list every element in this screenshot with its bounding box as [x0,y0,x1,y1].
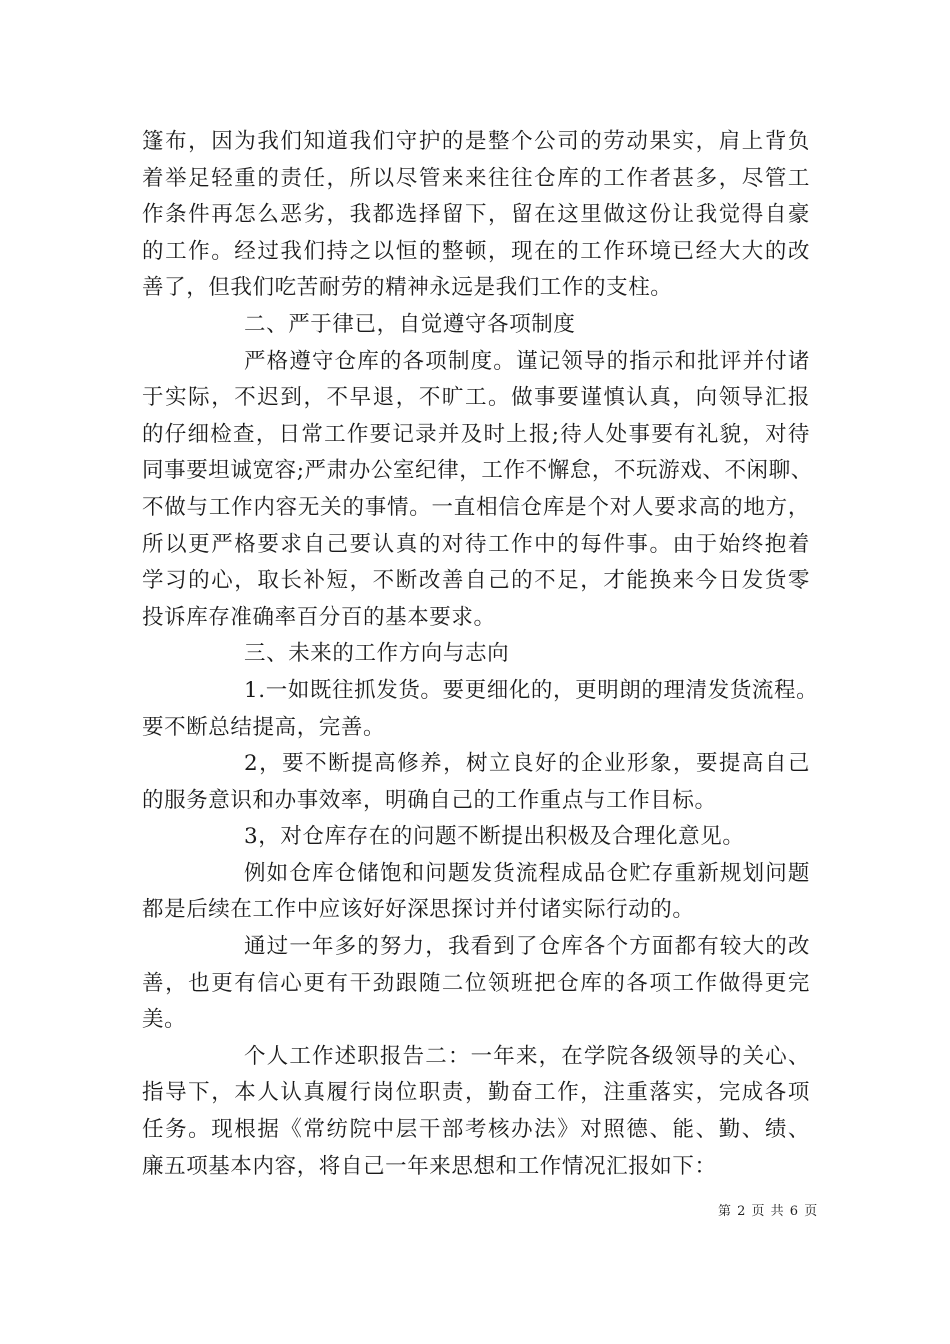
text-line: 作条件再怎么恶劣，我都选择留下，留在这里做这份让我觉得自豪 [142,202,810,228]
text-line: 的仔细检查，日常工作要记录并及时上报;待人处事要有礼貌，对待 [142,421,810,447]
text-line: 2，要不断提高修养，树立良好的企业形象，要提高自己 [244,751,810,777]
text-line: 二、严于律已，自觉遵守各项制度 [244,311,576,337]
text-line: 所以更严格要求自己要认真的对待工作中的每件事。由于始终抱着 [142,531,810,557]
document-body [142,124,819,1185]
text-line: 学习的心，取长补短，不断改善自己的不足，才能换来今日发货零 [142,568,810,594]
text-line: 三、未来的工作方向与志向 [244,641,510,667]
text-line: 不做与工作内容无关的事情。一直相信仓库是个对人要求高的地方， [142,494,810,520]
text-line: 善，也更有信心更有干劲跟随二位领班把仓库的各项工作做得更完 [142,970,810,996]
text-line: 任务。现根据《常纺院中层干部考核办法》对照德、能、勤、绩、 [142,1117,810,1143]
text-line: 美。 [142,1007,187,1033]
text-line: 1.一如既往抓发货。要更细化的，更明朗的理清发货流程。 [244,677,819,703]
text-line: 善了，但我们吃苦耐劳的精神永远是我们工作的支柱。 [142,275,673,301]
text-line: 例如仓库仓储饱和问题发货流程成品仓贮存重新规划问题 [244,860,810,886]
page-number-footer: 第 2 页 共 6 页 [718,1204,819,1219]
text-line: 的服务意识和办事效率，明确自己的工作重点与工作目标。 [142,787,717,813]
text-line: 于实际，不迟到，不早退，不旷工。做事要谨慎认真，向领导汇报 [142,385,810,411]
text-line: 个人工作述职报告二：一年来，在学院各级领导的关心、 [244,1043,810,1069]
text-line: 严格遵守仓库的各项制度。谨记领导的指示和批评并付诸 [244,348,810,374]
text-line: 要不断总结提高，完善。 [142,714,386,740]
text-line: 通过一年多的努力，我看到了仓库各个方面都有较大的改 [244,934,810,960]
text-line: 的工作。经过我们持之以恒的整顿，现在的工作环境已经大大的改 [142,238,810,264]
text-line: 都是后续在工作中应该好好深思探讨并付诸实际行动的。 [142,897,695,923]
text-line: 3，对仓库存在的问题不断提出积极及合理化意见。 [244,824,745,850]
text-line: 着举足轻重的责任，所以尽管来来往往仓库的工作者甚多，尽管工 [142,165,810,191]
text-line: 指导下，本人认真履行岗位职责，勤奋工作，注重落实，完成各项 [142,1080,810,1106]
text-line: 廉五项基本内容，将自己一年来思想和工作情况汇报如下： [142,1153,717,1179]
text-line: 篷布，因为我们知道我们守护的是整个公司的劳动果实，肩上背负 [142,129,810,154]
text-line: 投诉库存准确率百分百的基本要求。 [142,604,496,630]
text-line: 同事要坦诚宽容;严肃办公室纪律，工作不懈怠，不玩游戏、不闲聊、 [142,458,813,484]
